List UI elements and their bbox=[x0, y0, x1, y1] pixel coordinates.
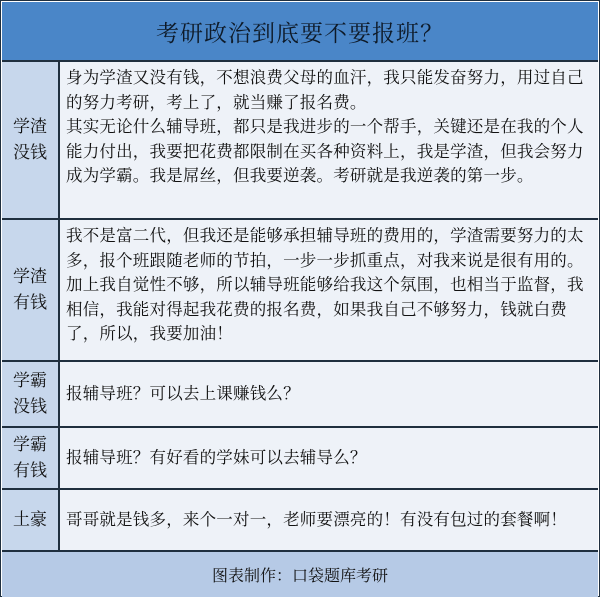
row-content bbox=[60, 62, 598, 218]
table-row bbox=[2, 362, 598, 428]
row-content bbox=[60, 490, 598, 550]
row-content bbox=[60, 362, 598, 426]
row-label: 土豪 bbox=[2, 490, 60, 550]
table-footer: 图表制作：口袋题库考研 bbox=[2, 552, 598, 597]
content-paragraph: 报辅导班？可以去上课赚钱么？ bbox=[66, 383, 300, 403]
row-label: 学霸没钱 bbox=[2, 362, 60, 426]
content-paragraph: 报辅导班？有好看的学妹可以去辅导么？ bbox=[66, 447, 367, 467]
content-paragraph: 其实无论什么辅导班，都只是我进步的一个帮手，关键还是在我的个人能力付出，我要把花费都限制在买各种资料上，我是学渣，但我会努力成为学霸。我是屌丝，但我要逆袭。考研就是我逆袭的第一步。 bbox=[66, 117, 584, 186]
table-row bbox=[2, 428, 598, 490]
table-row bbox=[2, 220, 598, 362]
row-content bbox=[60, 220, 598, 360]
content-paragraph: 我不是富二代，但我还是能够承担辅导班的费用的，学渣需要努力的太多，报个班跟随老师的节拍，一步一步抓重点，对我来说是很有用的。加上我自觉性不够，所以辅导班能够给我这个氛围，也相当于监督，我相信，我能对得起我花费的报名费，如果我自己不够努力，钱就白费了，所以，我要加油！ bbox=[66, 226, 584, 344]
row-label: 学霸有钱 bbox=[2, 428, 60, 488]
table-row bbox=[2, 490, 598, 552]
content-paragraph: 哥哥就是钱多，来个一对一，老师要漂亮的！有没有包过的套餐啊！ bbox=[66, 509, 567, 529]
row-label: 学渣有钱 bbox=[2, 220, 60, 360]
table-row bbox=[2, 62, 598, 220]
content-paragraph: 身为学渣又没有钱，不想浪费父母的血汗，我只能发奋努力，用过自己的努力考研，考上了，就当赚了报名费。 bbox=[66, 68, 584, 112]
row-content bbox=[60, 428, 598, 488]
table-title: 考研政治到底要不要报班？ bbox=[2, 2, 598, 62]
row-label: 学渣没钱 bbox=[2, 62, 60, 218]
